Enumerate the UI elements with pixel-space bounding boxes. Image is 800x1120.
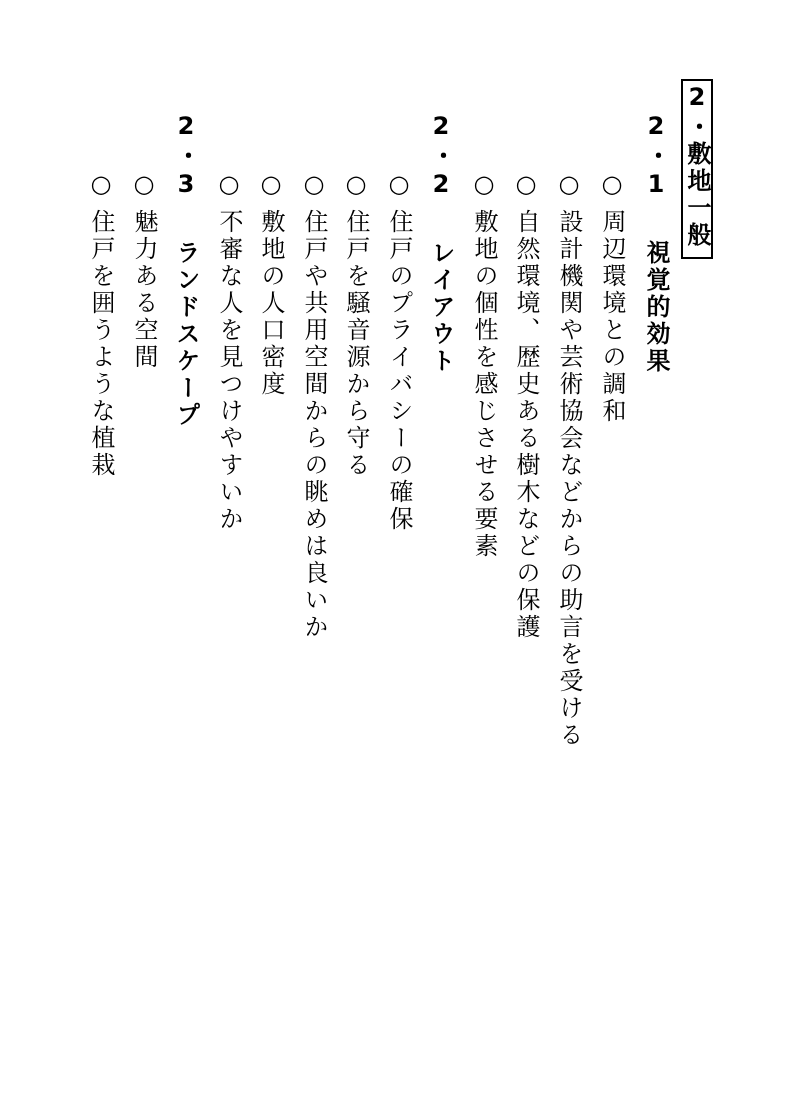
list-item (85, 170, 117, 479)
bullet-icon: ○ (87, 170, 115, 201)
chapter-title: 2・敷地一般 (683, 83, 711, 249)
list-item (128, 170, 160, 371)
bullet-icon: ○ (555, 170, 583, 201)
bullet-icon: ○ (512, 170, 540, 201)
list-item (468, 170, 500, 560)
bullet-icon: ○ (215, 170, 243, 201)
list-item (298, 170, 330, 641)
chapter-heading (681, 79, 713, 259)
bullet-icon: ○ (598, 170, 626, 201)
section-heading-2-1 (640, 112, 672, 375)
list-item-text: 住戸のプライバシーの確保 (385, 209, 413, 533)
list-item-text: 敷地の個性を感じさせる要素 (470, 209, 498, 560)
list-item-text: 敷地の人口密度 (257, 209, 285, 398)
section-heading-2-2 (425, 112, 457, 375)
list-item (596, 170, 628, 425)
list-item-text: 周辺環境との調和 (598, 209, 626, 425)
list-item (340, 170, 372, 479)
bullet-icon: ○ (342, 170, 370, 201)
list-item-text: 住戸や共用空間からの眺めは良いか (300, 209, 328, 641)
section-number: 2・2 (427, 112, 455, 201)
list-item (255, 170, 287, 398)
bullet-icon: ○ (257, 170, 285, 201)
list-item-text: 住戸を囲うような植栽 (87, 209, 115, 479)
list-item-text: 不審な人を見つけやすいか (215, 209, 243, 533)
section-title: 視覚的効果 (642, 240, 670, 375)
section-number: 2・3 (172, 112, 200, 201)
bullet-icon: ○ (385, 170, 413, 201)
list-item-text: 魅力ある空間 (130, 209, 158, 371)
bullet-icon: ○ (300, 170, 328, 201)
list-item-text: 自然環境、歴史ある樹木などの保護 (512, 209, 540, 641)
list-item-text: 住戸を騒音源から守る (342, 209, 370, 479)
list-item (213, 170, 245, 533)
list-item (510, 170, 542, 641)
section-title: レイアウト (427, 240, 455, 375)
bullet-icon: ○ (470, 170, 498, 201)
list-item (553, 170, 585, 749)
section-title: ランドスケープ (172, 240, 200, 429)
section-heading-2-3 (170, 112, 202, 429)
section-number: 2・1 (642, 112, 670, 201)
bullet-icon: ○ (130, 170, 158, 201)
list-item (383, 170, 415, 533)
list-item-text: 設計機関や芸術協会などからの助言を受ける (555, 209, 583, 749)
